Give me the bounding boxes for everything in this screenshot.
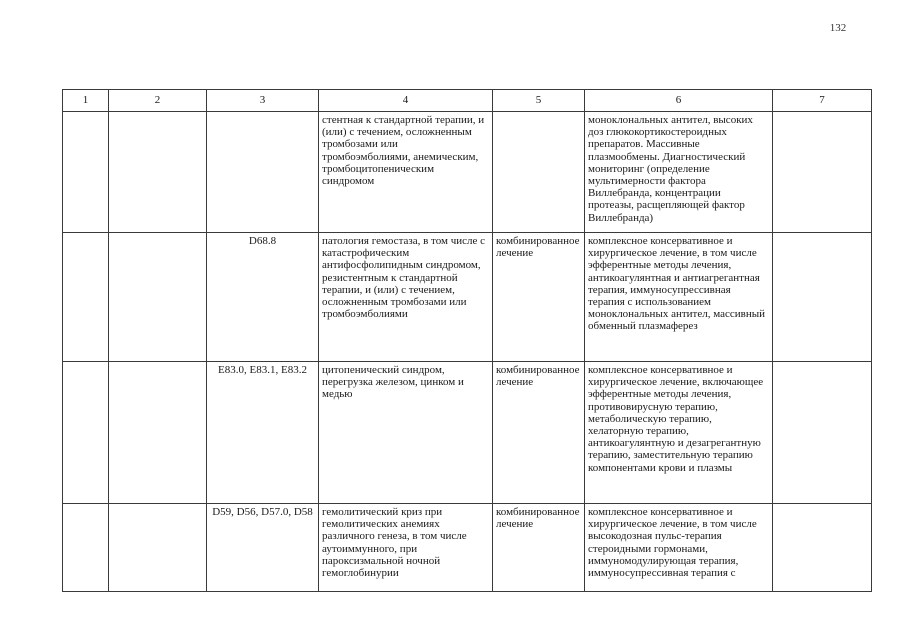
condition-cell: гемолитический криз при гемолитических анемиях различного генеза, в том числе аутоиммунного, при пароксизмальной ночной гемоглобинурии	[319, 504, 493, 592]
header-cell-5: 5	[493, 90, 585, 112]
treatment-type-cell: комбинированное лечение	[493, 362, 585, 504]
method-cell: комплексное консервативное и хирургическое лечение, включающее эфферентные методы лечения, противовирусную терапию, метаболическую терапию, хелаторную терапию, антикоагулянтную и дезагрегантную терапию, заместительную терапию компонентами крови и плазмы	[585, 362, 773, 504]
service-group-cell	[109, 504, 207, 592]
medical-services-table	[62, 89, 872, 592]
method-cell: комплексное консервативное и хирургическое лечение, в том числе эфферентные методы лечения, антикоагулянтная и антиагрегантная терапия, иммуносупрессивная терапия с использованием моноклональных антител, массивный обменный плазмаферез	[585, 233, 773, 362]
header-row	[63, 90, 872, 112]
header-cell-6: 6	[585, 90, 773, 112]
row-number-cell	[63, 112, 109, 233]
service-group-cell	[109, 233, 207, 362]
method-cell: моноклональных антител, высоких доз глюкокортикостероидных препаратов. Массивные плазмообмены. Диагностический мониторинг (определение мультимерности фактора Виллебранда, концентрации протеазы, расщепляющей фактор Виллебранда)	[585, 112, 773, 233]
icd-code-cell: D59, D56, D57.0, D58	[207, 504, 319, 592]
header-cell-7: 7	[773, 90, 872, 112]
header-cell-1: 1	[63, 90, 109, 112]
icd-code-cell: E83.0, E83.1, E83.2	[207, 362, 319, 504]
header-cell-3: 3	[207, 90, 319, 112]
treatment-type-cell: комбинированное лечение	[493, 233, 585, 362]
icd-code-cell: D68.8	[207, 233, 319, 362]
table-row	[63, 233, 872, 362]
icd-code-cell	[207, 112, 319, 233]
page-number: 132	[829, 22, 847, 34]
table-row	[63, 504, 872, 592]
norm-cell	[773, 504, 872, 592]
table-row	[63, 362, 872, 504]
header-cell-2: 2	[109, 90, 207, 112]
treatment-type-cell: комбинированное лечение	[493, 504, 585, 592]
norm-cell	[773, 362, 872, 504]
treatment-type-cell	[493, 112, 585, 233]
service-group-cell	[109, 112, 207, 233]
norm-cell	[773, 112, 872, 233]
row-number-cell	[63, 362, 109, 504]
method-cell: комплексное консервативное и хирургическое лечение, в том числе высокодозная пульс-терапия стероидными гормонами, иммуномодулирующая терапия, иммуносупрессивная терапия с	[585, 504, 773, 592]
condition-cell: цитопенический синдром, перегрузка железом, цинком и медью	[319, 362, 493, 504]
condition-cell: стентная к стандартной терапии, и (или) с течением, осложненным тромбозами или тромбоэмболиями, анемическим, тромбоцитопеническим синдромом	[319, 112, 493, 233]
row-number-cell	[63, 233, 109, 362]
row-number-cell	[63, 504, 109, 592]
table-row	[63, 112, 872, 233]
condition-cell: патология гемостаза, в том числе с катастрофическим антифосфолипидным синдромом, резистентным к стандартной терапии, и (или) с течением, осложненным тромбозами или тромбоэмболиями	[319, 233, 493, 362]
header-cell-4: 4	[319, 90, 493, 112]
service-group-cell	[109, 362, 207, 504]
norm-cell	[773, 233, 872, 362]
